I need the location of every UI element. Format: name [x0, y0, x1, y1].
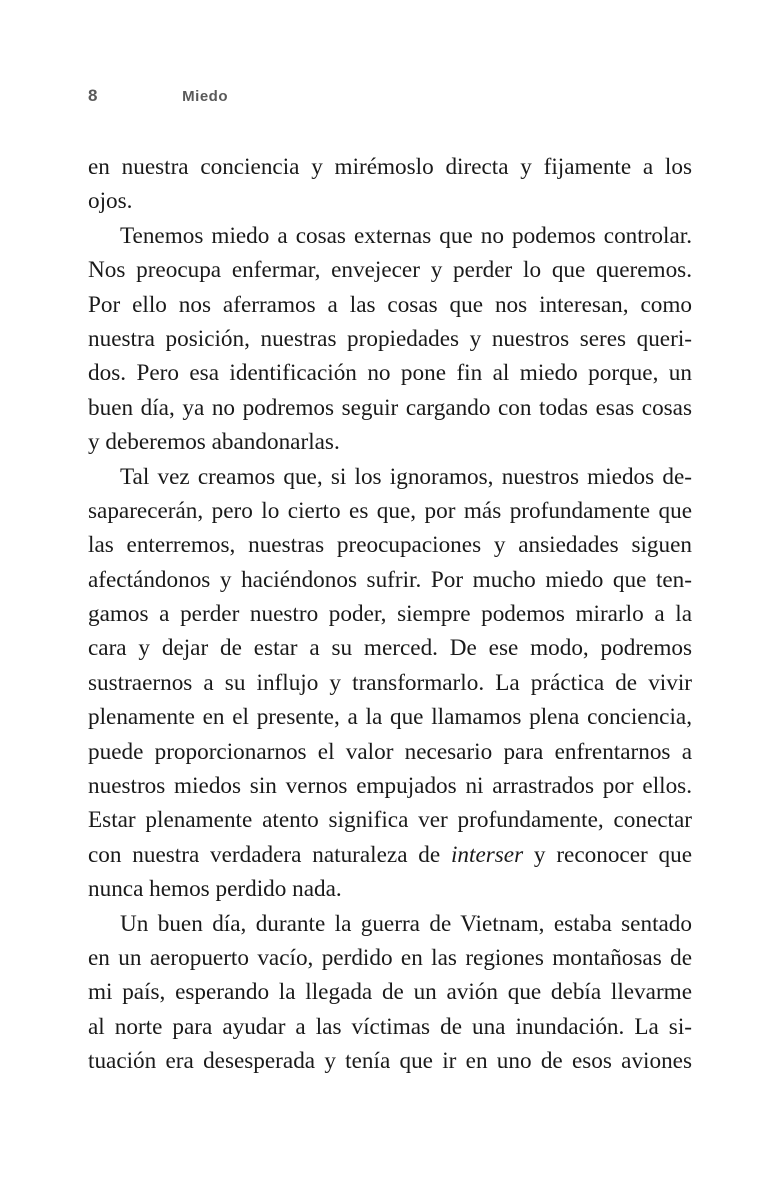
text-line: puede proporcionarnos el valor necesario para enfrentarnos a — [88, 738, 692, 765]
text-line: cara y dejar de estar a su merced. De ese modo, podremos — [88, 635, 692, 662]
italic-term: interser — [450, 841, 524, 868]
chapter-title: Miedo — [182, 88, 229, 105]
text-line: tuación era desesperada y tenía que ir en uno de esos aviones — [88, 1048, 692, 1075]
text-line: Tenemos miedo a cosas externas que no podemos controlar. — [120, 222, 692, 249]
text-line: Estar plenamente atento significa ver profundamente, conectar — [88, 807, 692, 834]
text-segment: con nuestra verdadera naturaleza de — [88, 841, 451, 868]
text-line: ojos. — [88, 188, 133, 215]
text-line: buen día, ya no podremos seguir cargando con todas esas cosas — [88, 394, 692, 421]
text-line: nuestros miedos sin vernos empujados ni arrastrados por ellos. — [88, 773, 692, 800]
text-line: Tal vez creamos que, si los ignoramos, nuestros miedos de- — [120, 463, 692, 490]
text-line: Un buen día, durante la guerra de Vietnam, estaba sentado — [120, 910, 692, 937]
text-line: Nos preocupa enfermar, envejecer y perder lo que queremos. — [88, 257, 692, 284]
text-line: afectándonos y haciéndonos sufrir. Por mucho miedo que ten- — [88, 566, 692, 593]
text-line: sustraernos a su influjo y transformarlo. La práctica de vivir — [88, 669, 692, 696]
text-line: gamos a perder nuestro poder, siempre podemos mirarlo a la — [88, 601, 692, 628]
text-line: mi país, esperando la llegada de un avión que debía llevarme — [88, 979, 692, 1006]
text-line: Por ello nos aferramos a las cosas que nos interesan, como — [88, 291, 692, 318]
running-header — [88, 86, 228, 108]
text-line: las enterremos, nuestras preocupaciones y ansiedades siguen — [88, 532, 692, 559]
text-line: en nuestra conciencia y mirémoslo directa y fijamente a los — [88, 154, 692, 180]
text-line: al norte para ayudar a las víctimas de una inundación. La si- — [88, 1013, 692, 1040]
text-line: plenamente en el presente, a la que llamamos plena conciencia, — [88, 704, 692, 731]
text-line: y deberemos abandonarlas. — [88, 429, 340, 456]
text-line-with-italic — [88, 838, 692, 872]
text-line: nuestra posición, nuestras propiedades y nuestros seres queri- — [88, 325, 692, 352]
text-line: saparecerán, pero lo cierto es que, por más profundamente que — [88, 497, 692, 524]
text-line: dos. Pero esa identificación no pone fin al miedo porque, un — [88, 360, 692, 387]
page-number: 8 — [88, 86, 98, 105]
text-line: nunca hemos perdido nada. — [88, 876, 342, 903]
text-line: en un aeropuerto vacío, perdido en las regiones montañosas de — [88, 944, 692, 971]
body-text — [88, 150, 692, 1079]
text-segment: y reconocer que — [523, 841, 692, 868]
